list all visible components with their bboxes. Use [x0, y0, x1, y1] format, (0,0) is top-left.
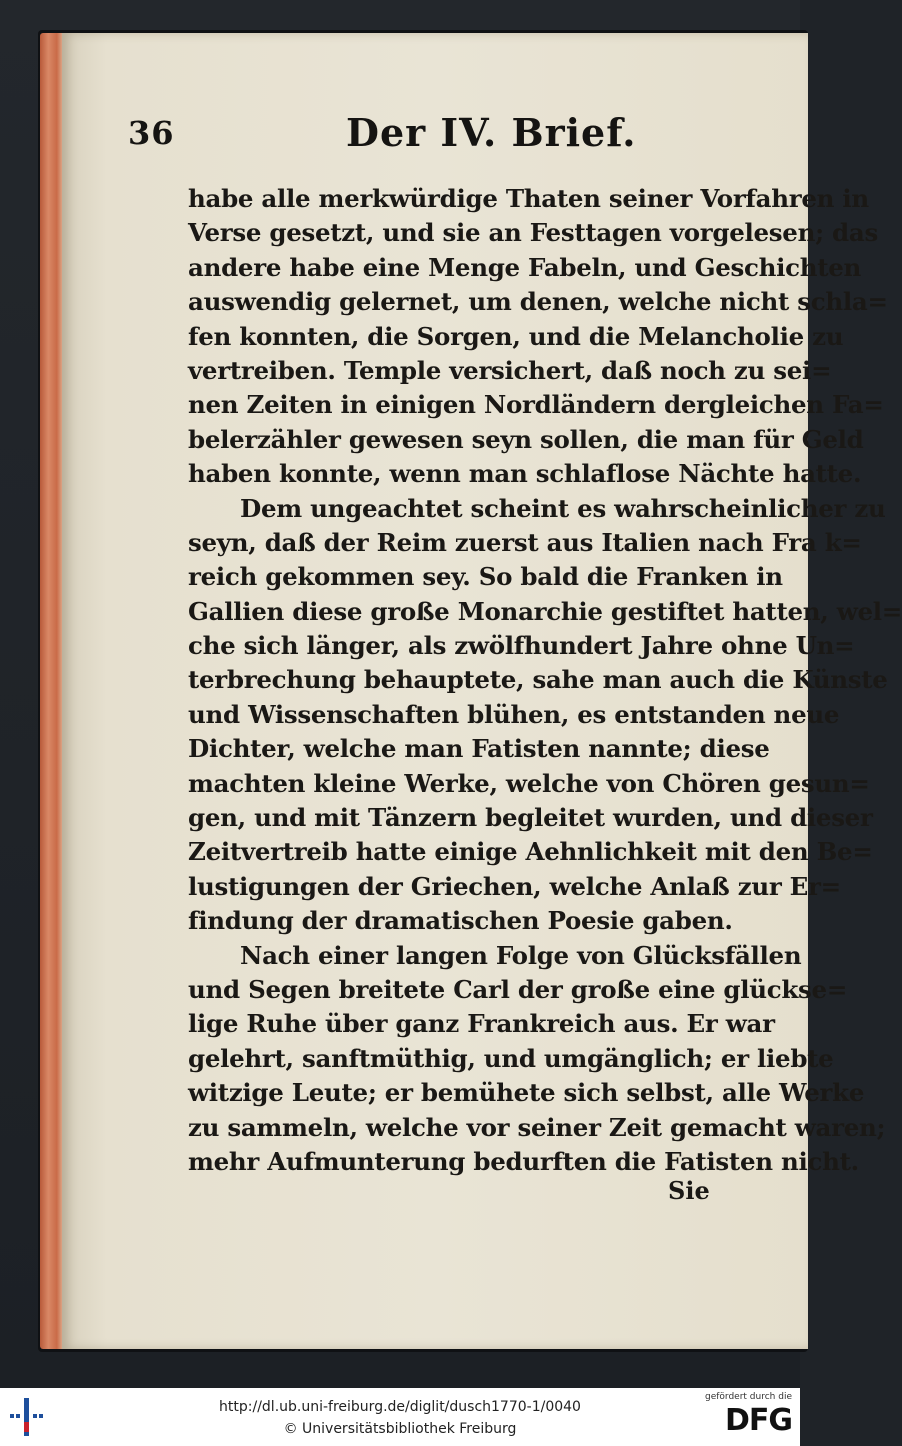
dfg-caption: gefördert durch die — [705, 1392, 792, 1402]
text-line: seyn, daß der Reim zuerst aus Italien nach Fra k= — [188, 527, 862, 557]
text-line: belerzähler gewesen seyn sollen, die man für Geld — [188, 424, 864, 454]
text-line: auswendig gelernet, um denen, welche nicht schla= — [188, 287, 888, 317]
text-line: vertreiben. Temple versichert, daß noch zu sei= — [188, 355, 832, 385]
text-line: terbrechung behauptete, sahe man auch die Künste — [188, 665, 888, 695]
text-line: und Segen breitete Carl der große eine glückse= — [188, 974, 848, 1004]
text-line: Verse gesetzt, und sie an Festtagen vorgelesen; das — [188, 218, 878, 248]
text-line: gelehrt, sanftmüthig, und umgänglich; er liebte — [188, 1043, 834, 1073]
viewer-footer — [0, 1388, 800, 1446]
text-line: Dem ungeachtet scheint es wahrscheinlicher zu — [240, 493, 886, 523]
text-line: mehr Aufmunterung bedurften die Fatisten nicht. — [188, 1146, 859, 1176]
text-line: findung der dramatischen Poesie gaben. — [188, 906, 733, 936]
text-line: habe alle merkwürdige Thaten seiner Vorfahren in — [188, 184, 869, 213]
text-line: che sich länger, als zwölfhundert Jahre ohne Un= — [188, 631, 855, 661]
text-line: Nach einer langen Folge von Glücksfällen — [240, 940, 802, 970]
text-line: reich gekommen sey. So bald die Franken in — [188, 562, 783, 592]
text-line: machten kleine Werke, welche von Chören gesun= — [188, 768, 870, 798]
page-number: 36 — [128, 114, 175, 152]
text-line: Dichter, welche man Fatisten nannte; diese — [188, 734, 770, 764]
text-line: witzige Leute; er bemühete sich selbst, alle Werke — [188, 1078, 865, 1108]
text-line: Gallien diese große Monarchie gestiftet hatten, wel= — [188, 596, 902, 626]
text-line: andere habe eine Menge Fabeln, und Geschichten — [188, 252, 862, 282]
dfg-funding-logo — [696, 1392, 792, 1444]
running-title: Der IV. Brief. — [346, 110, 637, 155]
text-line: lustigungen der Griechen, welche Anlaß zur Er= — [188, 871, 841, 901]
permalink-url[interactable]: http://dl.ub.uni-freiburg.de/diglit/dusch1770-1/0040 — [219, 1399, 581, 1415]
text-line: lige Ruhe über ganz Frankreich aus. Er war — [188, 1009, 775, 1039]
copyright-notice: © Universitätsbibliothek Freiburg — [283, 1421, 517, 1437]
text-line: fen konnten, die Sorgen, und die Melancholie zu — [188, 321, 844, 351]
text-line: zu sammeln, welche vor seiner Zeit gemacht waren; — [188, 1112, 886, 1142]
text-line: haben konnte, wenn man schlaflose Nächte hatte. — [188, 459, 862, 489]
text-line: nen Zeiten in einigen Nordländern dergleichen Fa= — [188, 390, 884, 420]
running-head — [128, 108, 728, 164]
catchword: Sie — [668, 1176, 710, 1205]
dfg-logo-text: DFG — [724, 1403, 792, 1438]
text-line: und Wissenschaften blühen, es entstanden neue — [188, 699, 840, 729]
text-line: Zeitvertreib hatte einige Aehnlichkeit mit den Be= — [188, 837, 873, 867]
text-line: gen, und mit Tänzern begleitet wurden, und dieser — [188, 803, 873, 833]
page-edge-red — [40, 33, 64, 1349]
body-text — [188, 182, 902, 1179]
